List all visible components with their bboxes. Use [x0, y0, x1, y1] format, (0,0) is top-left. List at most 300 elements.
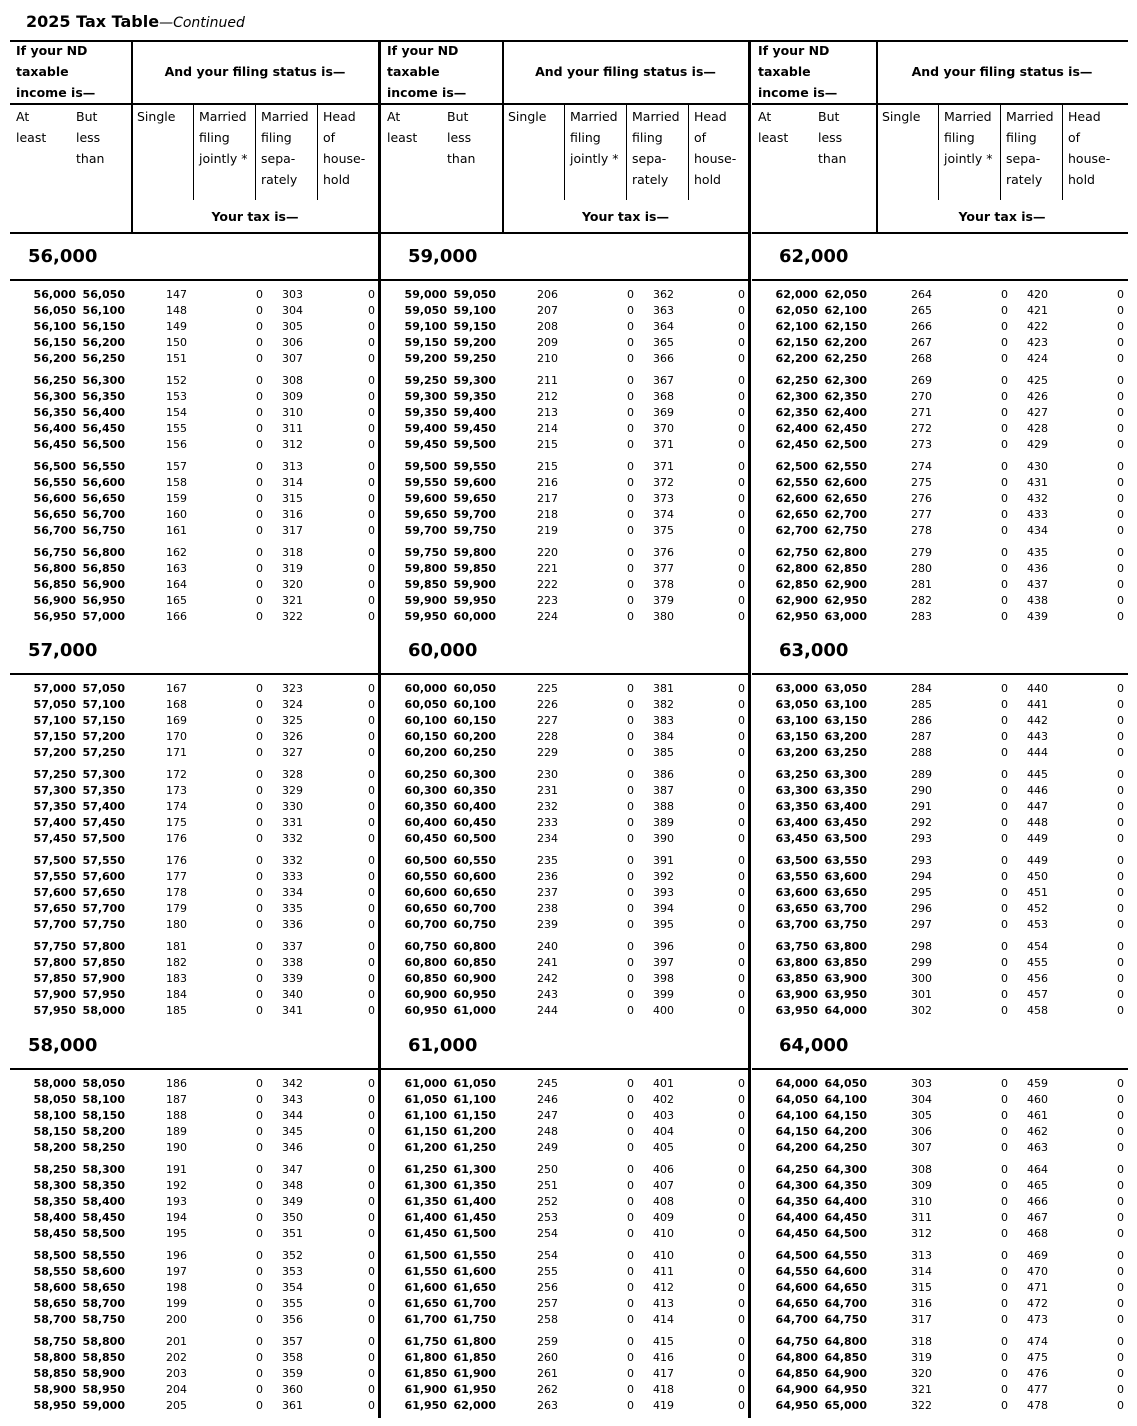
- married-separately-tax: 322: [282, 610, 303, 623]
- but-less-than-value: 63,100: [824, 698, 867, 711]
- married-jointly-label: jointly *: [570, 151, 619, 166]
- table-row: [752, 901, 1128, 917]
- table-row: [752, 373, 1128, 389]
- single-tax: 180: [166, 918, 187, 931]
- single-tax: 193: [166, 1195, 187, 1208]
- but-less-than-value: 63,800: [824, 940, 867, 953]
- married-separately-label: Married: [632, 109, 680, 124]
- table-row: [10, 1226, 379, 1242]
- head-of-household-tax: 0: [368, 320, 375, 333]
- table-row: [752, 319, 1128, 335]
- but-less-than-value: 64,200: [824, 1125, 867, 1138]
- married-separately-tax: 436: [1027, 562, 1048, 575]
- table-row: [381, 507, 749, 523]
- table-row: [10, 561, 379, 577]
- at-least-value: 58,650: [33, 1297, 76, 1310]
- table-row: [752, 853, 1128, 869]
- table-row: [381, 609, 749, 625]
- but-less-than-value: 63,350: [824, 784, 867, 797]
- at-least-value: 62,400: [775, 422, 818, 435]
- but-less-than-value: 64,350: [824, 1179, 867, 1192]
- table-row: [381, 1108, 749, 1124]
- but-less-than-value: 56,050: [82, 288, 125, 301]
- married-jointly-tax: 0: [1001, 1077, 1008, 1090]
- but-less-than-value: 63,600: [824, 870, 867, 883]
- married-separately-tax: 457: [1027, 988, 1048, 1001]
- table-row: [10, 577, 379, 593]
- head-of-household-tax: 0: [368, 1351, 375, 1364]
- but-less-than-label: less: [76, 130, 101, 145]
- head-of-household-label: of: [694, 130, 707, 145]
- head-of-household-tax: 0: [738, 320, 745, 333]
- single-tax: 227: [537, 714, 558, 727]
- married-separately-tax: 388: [653, 800, 674, 813]
- head-of-household-tax: 0: [368, 956, 375, 969]
- head-of-household-tax: 0: [368, 1179, 375, 1192]
- head-of-household-tax: 0: [738, 816, 745, 829]
- single-tax: 282: [911, 594, 932, 607]
- section-rule: [381, 673, 749, 675]
- single-tax: 293: [911, 832, 932, 845]
- table-row: [10, 319, 379, 335]
- at-least-value: 56,700: [33, 524, 76, 537]
- table-row: [381, 885, 749, 901]
- at-least-value: 59,300: [404, 390, 447, 403]
- but-less-than-value: 62,900: [824, 578, 867, 591]
- at-least-value: 64,450: [775, 1227, 818, 1240]
- head-of-household-tax: 0: [1117, 1211, 1124, 1224]
- married-separately-tax: 389: [653, 816, 674, 829]
- table-row: [381, 1248, 749, 1264]
- at-least-value: 59,850: [404, 578, 447, 591]
- married-separately-tax: 472: [1027, 1297, 1048, 1310]
- head-of-household-tax: 0: [1117, 1297, 1124, 1310]
- at-least-value: 63,500: [775, 854, 818, 867]
- at-least-value: 64,700: [775, 1313, 818, 1326]
- income-label: If your ND: [758, 43, 830, 58]
- but-less-than-value: 56,750: [82, 524, 125, 537]
- at-least-value: 57,100: [33, 714, 76, 727]
- table-row: [752, 885, 1128, 901]
- head-of-household-label: house-: [1068, 151, 1111, 166]
- single-tax: 189: [166, 1125, 187, 1138]
- table-row: [752, 745, 1128, 761]
- table-row: [752, 405, 1128, 421]
- table-row: [752, 1264, 1128, 1280]
- head-of-household-tax: 0: [368, 902, 375, 915]
- but-less-than-value: 56,500: [82, 438, 125, 451]
- married-jointly-tax: 0: [627, 784, 634, 797]
- single-tax: 151: [166, 352, 187, 365]
- at-least-value: 61,350: [404, 1195, 447, 1208]
- married-separately-tax: 366: [653, 352, 674, 365]
- at-least-value: 59,350: [404, 406, 447, 419]
- married-jointly-tax: 0: [627, 682, 634, 695]
- single-tax: 255: [537, 1265, 558, 1278]
- married-separately-tax: 452: [1027, 902, 1048, 915]
- table-row: [10, 917, 379, 933]
- table-row: [10, 287, 379, 303]
- married-separately-tax: 303: [282, 288, 303, 301]
- married-separately-tax: 306: [282, 336, 303, 349]
- head-of-household-tax: 0: [738, 1249, 745, 1262]
- head-of-household-tax: 0: [738, 336, 745, 349]
- single-tax: 190: [166, 1141, 187, 1154]
- married-jointly-tax: 0: [627, 438, 634, 451]
- table-row: [381, 287, 749, 303]
- married-separately-tax: 448: [1027, 816, 1048, 829]
- married-jointly-tax: 0: [256, 918, 263, 931]
- married-separately-tax: 309: [282, 390, 303, 403]
- at-least-value: 58,350: [33, 1195, 76, 1208]
- table-title: Tax Table: [76, 12, 160, 31]
- married-jointly-tax: 0: [627, 1004, 634, 1017]
- head-of-household-tax: 0: [1117, 972, 1124, 985]
- married-separately-tax: 360: [282, 1383, 303, 1396]
- married-jointly-tax: 0: [256, 1211, 263, 1224]
- married-separately-tax: 329: [282, 784, 303, 797]
- but-less-than-value: 61,900: [453, 1367, 496, 1380]
- married-separately-tax: 365: [653, 336, 674, 349]
- married-jointly-label: jointly *: [199, 151, 248, 166]
- but-less-than-value: 58,500: [82, 1227, 125, 1240]
- married-separately-tax: 385: [653, 746, 674, 759]
- head-of-household-tax: 0: [738, 422, 745, 435]
- at-least-value: 60,550: [404, 870, 447, 883]
- table-row: [752, 939, 1128, 955]
- married-jointly-tax: 0: [627, 1227, 634, 1240]
- married-jointly-tax: 0: [1001, 578, 1008, 591]
- table-row: [381, 405, 749, 421]
- table-row: [381, 1092, 749, 1108]
- table-row: [10, 1140, 379, 1156]
- table-row: [10, 1350, 379, 1366]
- but-less-than-value: 57,050: [82, 682, 125, 695]
- single-tax: 264: [911, 288, 932, 301]
- married-jointly-tax: 0: [256, 832, 263, 845]
- at-least-value: 60,300: [404, 784, 447, 797]
- at-least-value: 58,850: [33, 1367, 76, 1380]
- at-least-value: 60,600: [404, 886, 447, 899]
- at-least-value: 60,200: [404, 746, 447, 759]
- at-least-value: 56,400: [33, 422, 76, 435]
- head-of-household-tax: 0: [1117, 1109, 1124, 1122]
- income-label: taxable: [387, 64, 440, 79]
- table-row: [752, 475, 1128, 491]
- table-row: [10, 437, 379, 453]
- table-row: [381, 1076, 749, 1092]
- head-of-household-tax: 0: [368, 918, 375, 931]
- at-least-value: 63,350: [775, 800, 818, 813]
- but-less-than-value: 58,050: [82, 1077, 125, 1090]
- head-of-household-tax: 0: [368, 1281, 375, 1294]
- head-of-household-tax: 0: [368, 1383, 375, 1396]
- married-jointly-tax: 0: [256, 1125, 263, 1138]
- head-of-household-tax: 0: [738, 784, 745, 797]
- at-least-value: 64,550: [775, 1265, 818, 1278]
- table-row: [381, 1194, 749, 1210]
- married-jointly-tax: 0: [256, 1297, 263, 1310]
- but-less-than-value: 56,900: [82, 578, 125, 591]
- single-tax: 168: [166, 698, 187, 711]
- married-jointly-tax: 0: [627, 816, 634, 829]
- single-tax: 176: [166, 854, 187, 867]
- but-less-than-value: 64,700: [824, 1297, 867, 1310]
- married-separately-tax: 340: [282, 988, 303, 1001]
- married-separately-tax: 422: [1027, 320, 1048, 333]
- at-least-label: least: [16, 130, 47, 145]
- head-of-household-tax: 0: [368, 578, 375, 591]
- table-row: [752, 869, 1128, 885]
- married-jointly-tax: 0: [1001, 730, 1008, 743]
- married-jointly-tax: 0: [627, 1077, 634, 1090]
- but-less-than-value: 58,850: [82, 1351, 125, 1364]
- at-least-value: 57,850: [33, 972, 76, 985]
- table-row: [10, 1312, 379, 1328]
- single-tax: 204: [166, 1383, 187, 1396]
- single-tax: 251: [537, 1179, 558, 1192]
- married-jointly-tax: 0: [627, 374, 634, 387]
- single-tax: 162: [166, 546, 187, 559]
- single-tax: 222: [537, 578, 558, 591]
- at-least-value: 64,050: [775, 1093, 818, 1106]
- at-least-value: 62,450: [775, 438, 818, 451]
- table-row: [10, 303, 379, 319]
- page-title: [26, 12, 245, 31]
- married-separately-tax: 326: [282, 730, 303, 743]
- married-separately-tax: 400: [653, 1004, 674, 1017]
- but-less-than-value: 57,700: [82, 902, 125, 915]
- married-jointly-tax: 0: [1001, 476, 1008, 489]
- single-tax: 226: [537, 698, 558, 711]
- married-separately-tax: 334: [282, 886, 303, 899]
- head-of-household-tax: 0: [1117, 682, 1124, 695]
- tax-table-column: [10, 40, 379, 1418]
- married-jointly-tax: 0: [256, 1383, 263, 1396]
- at-least-value: 64,950: [775, 1399, 818, 1412]
- at-least-value: 60,950: [404, 1004, 447, 1017]
- but-less-than-label: less: [447, 130, 472, 145]
- married-separately-tax: 361: [282, 1399, 303, 1412]
- head-of-household-tax: 0: [368, 1367, 375, 1380]
- but-less-than-value: 58,300: [82, 1163, 125, 1176]
- table-row: [10, 971, 379, 987]
- married-separately-tax: 408: [653, 1195, 674, 1208]
- table-row: [381, 783, 749, 799]
- married-separately-tax: 475: [1027, 1351, 1048, 1364]
- but-less-than-value: 56,100: [82, 304, 125, 317]
- table-row: [381, 697, 749, 713]
- head-of-household-tax: 0: [738, 1077, 745, 1090]
- at-least-value: 63,450: [775, 832, 818, 845]
- but-less-than-value: 61,250: [453, 1141, 496, 1154]
- but-less-than-value: 60,900: [453, 972, 496, 985]
- but-less-than-value: 61,050: [453, 1077, 496, 1090]
- head-of-household-tax: 0: [738, 956, 745, 969]
- head-of-household-tax: 0: [368, 1141, 375, 1154]
- but-less-than-value: 63,300: [824, 768, 867, 781]
- single-tax: 261: [537, 1367, 558, 1380]
- table-row: [381, 1003, 749, 1019]
- but-less-than-value: 62,150: [824, 320, 867, 333]
- at-least-value: 62,800: [775, 562, 818, 575]
- married-jointly-tax: 0: [256, 714, 263, 727]
- head-of-household-tax: 0: [738, 1265, 745, 1278]
- but-less-than-value: 59,100: [453, 304, 496, 317]
- single-tax: 165: [166, 594, 187, 607]
- married-separately-tax: 339: [282, 972, 303, 985]
- married-separately-tax: 465: [1027, 1179, 1048, 1192]
- single-tax: 230: [537, 768, 558, 781]
- but-less-than-value: 62,800: [824, 546, 867, 559]
- single-tax: 181: [166, 940, 187, 953]
- but-less-than-value: 59,050: [453, 288, 496, 301]
- head-of-household-tax: 0: [738, 1367, 745, 1380]
- married-separately-tax: 467: [1027, 1211, 1048, 1224]
- married-separately-tax: 455: [1027, 956, 1048, 969]
- head-of-household-tax: 0: [1117, 870, 1124, 883]
- rule: [1000, 104, 1001, 200]
- single-tax: 257: [537, 1297, 558, 1310]
- at-least-value: 58,800: [33, 1351, 76, 1364]
- head-of-household-tax: 0: [738, 460, 745, 473]
- rule: [688, 104, 689, 200]
- head-of-household-tax: 0: [1117, 730, 1124, 743]
- married-jointly-tax: 0: [1001, 682, 1008, 695]
- married-jointly-tax: 0: [1001, 768, 1008, 781]
- but-less-than-label: less: [818, 130, 843, 145]
- but-less-than-value: 57,850: [82, 956, 125, 969]
- table-row: [10, 1210, 379, 1226]
- at-least-value: 58,250: [33, 1163, 76, 1176]
- section-rule: [381, 279, 749, 281]
- married-separately-tax: 343: [282, 1093, 303, 1106]
- single-tax: 234: [537, 832, 558, 845]
- single-tax: 160: [166, 508, 187, 521]
- married-separately-tax: 421: [1027, 304, 1048, 317]
- but-less-than-value: 65,000: [824, 1399, 867, 1412]
- table-row: [752, 421, 1128, 437]
- married-separately-tax: 412: [653, 1281, 674, 1294]
- single-tax: 200: [166, 1313, 187, 1326]
- married-separately-tax: 415: [653, 1335, 674, 1348]
- but-less-than-value: 60,300: [453, 768, 496, 781]
- at-least-label: At: [387, 109, 401, 124]
- married-separately-tax: 363: [653, 304, 674, 317]
- married-separately-tax: 316: [282, 508, 303, 521]
- table-row: [752, 1210, 1128, 1226]
- head-of-household-tax: 0: [738, 1109, 745, 1122]
- single-tax: 267: [911, 336, 932, 349]
- at-least-value: 62,650: [775, 508, 818, 521]
- table-row: [752, 971, 1128, 987]
- married-jointly-tax: 0: [627, 832, 634, 845]
- single-tax: 208: [537, 320, 558, 333]
- married-jointly-tax: 0: [627, 288, 634, 301]
- head-of-household-tax: 0: [1117, 594, 1124, 607]
- table-row: [10, 815, 379, 831]
- head-of-household-tax: 0: [738, 406, 745, 419]
- married-jointly-tax: 0: [1001, 1265, 1008, 1278]
- single-tax: 215: [537, 438, 558, 451]
- at-least-value: 58,900: [33, 1383, 76, 1396]
- head-of-household-tax: 0: [738, 594, 745, 607]
- table-row: [381, 1226, 749, 1242]
- table-row: [381, 1264, 749, 1280]
- at-least-value: 56,500: [33, 460, 76, 473]
- married-jointly-tax: 0: [627, 698, 634, 711]
- at-least-value: 56,050: [33, 304, 76, 317]
- married-jointly-tax: 0: [256, 594, 263, 607]
- table-row: [752, 1140, 1128, 1156]
- but-less-than-value: 56,150: [82, 320, 125, 333]
- rule: [131, 40, 133, 233]
- married-jointly-tax: 0: [627, 1335, 634, 1348]
- head-of-household-tax: 0: [738, 1211, 745, 1224]
- married-separately-tax: 350: [282, 1211, 303, 1224]
- head-of-household-tax: 0: [368, 832, 375, 845]
- rule: [193, 104, 194, 200]
- head-of-household-tax: 0: [368, 1335, 375, 1348]
- single-tax: 187: [166, 1093, 187, 1106]
- at-least-value: 62,500: [775, 460, 818, 473]
- head-of-household-tax: 0: [368, 698, 375, 711]
- married-jointly-label: filing: [570, 130, 601, 145]
- table-row: [752, 545, 1128, 561]
- married-separately-tax: 359: [282, 1367, 303, 1380]
- at-least-value: 56,750: [33, 546, 76, 559]
- at-least-value: 63,150: [775, 730, 818, 743]
- income-label: If your ND: [16, 43, 88, 58]
- married-jointly-tax: 0: [627, 730, 634, 743]
- section-heading: 59,000: [408, 246, 478, 267]
- but-less-than-value: 60,350: [453, 784, 496, 797]
- but-less-than-value: 64,400: [824, 1195, 867, 1208]
- head-of-household-tax: 0: [738, 1351, 745, 1364]
- single-tax: 248: [537, 1125, 558, 1138]
- married-jointly-tax: 0: [1001, 610, 1008, 623]
- but-less-than-value: 64,950: [824, 1383, 867, 1396]
- married-separately-tax: 405: [653, 1141, 674, 1154]
- at-least-value: 58,200: [33, 1141, 76, 1154]
- single-tax: 302: [911, 1004, 932, 1017]
- section-heading: 64,000: [779, 1035, 849, 1056]
- table-row: [10, 523, 379, 539]
- married-separately-tax: 416: [653, 1351, 674, 1364]
- at-least-value: 57,250: [33, 768, 76, 781]
- single-tax: 308: [911, 1163, 932, 1176]
- single-tax: 192: [166, 1179, 187, 1192]
- single-tax: 290: [911, 784, 932, 797]
- but-less-than-value: 64,100: [824, 1093, 867, 1106]
- at-least-value: 64,000: [775, 1077, 818, 1090]
- but-less-than-value: 63,000: [824, 610, 867, 623]
- at-least-value: 58,700: [33, 1313, 76, 1326]
- table-row: [10, 901, 379, 917]
- married-separately-label: filing: [632, 130, 663, 145]
- but-less-than-value: 59,600: [453, 476, 496, 489]
- table-row: [10, 1296, 379, 1312]
- but-less-than-value: 57,300: [82, 768, 125, 781]
- but-less-than-value: 58,750: [82, 1313, 125, 1326]
- single-tax: 182: [166, 956, 187, 969]
- but-less-than-value: 60,150: [453, 714, 496, 727]
- married-separately-tax: 435: [1027, 546, 1048, 559]
- single-tax: 275: [911, 476, 932, 489]
- head-of-household-tax: 0: [738, 508, 745, 521]
- table-row: [10, 1382, 379, 1398]
- but-less-than-value: 61,550: [453, 1249, 496, 1262]
